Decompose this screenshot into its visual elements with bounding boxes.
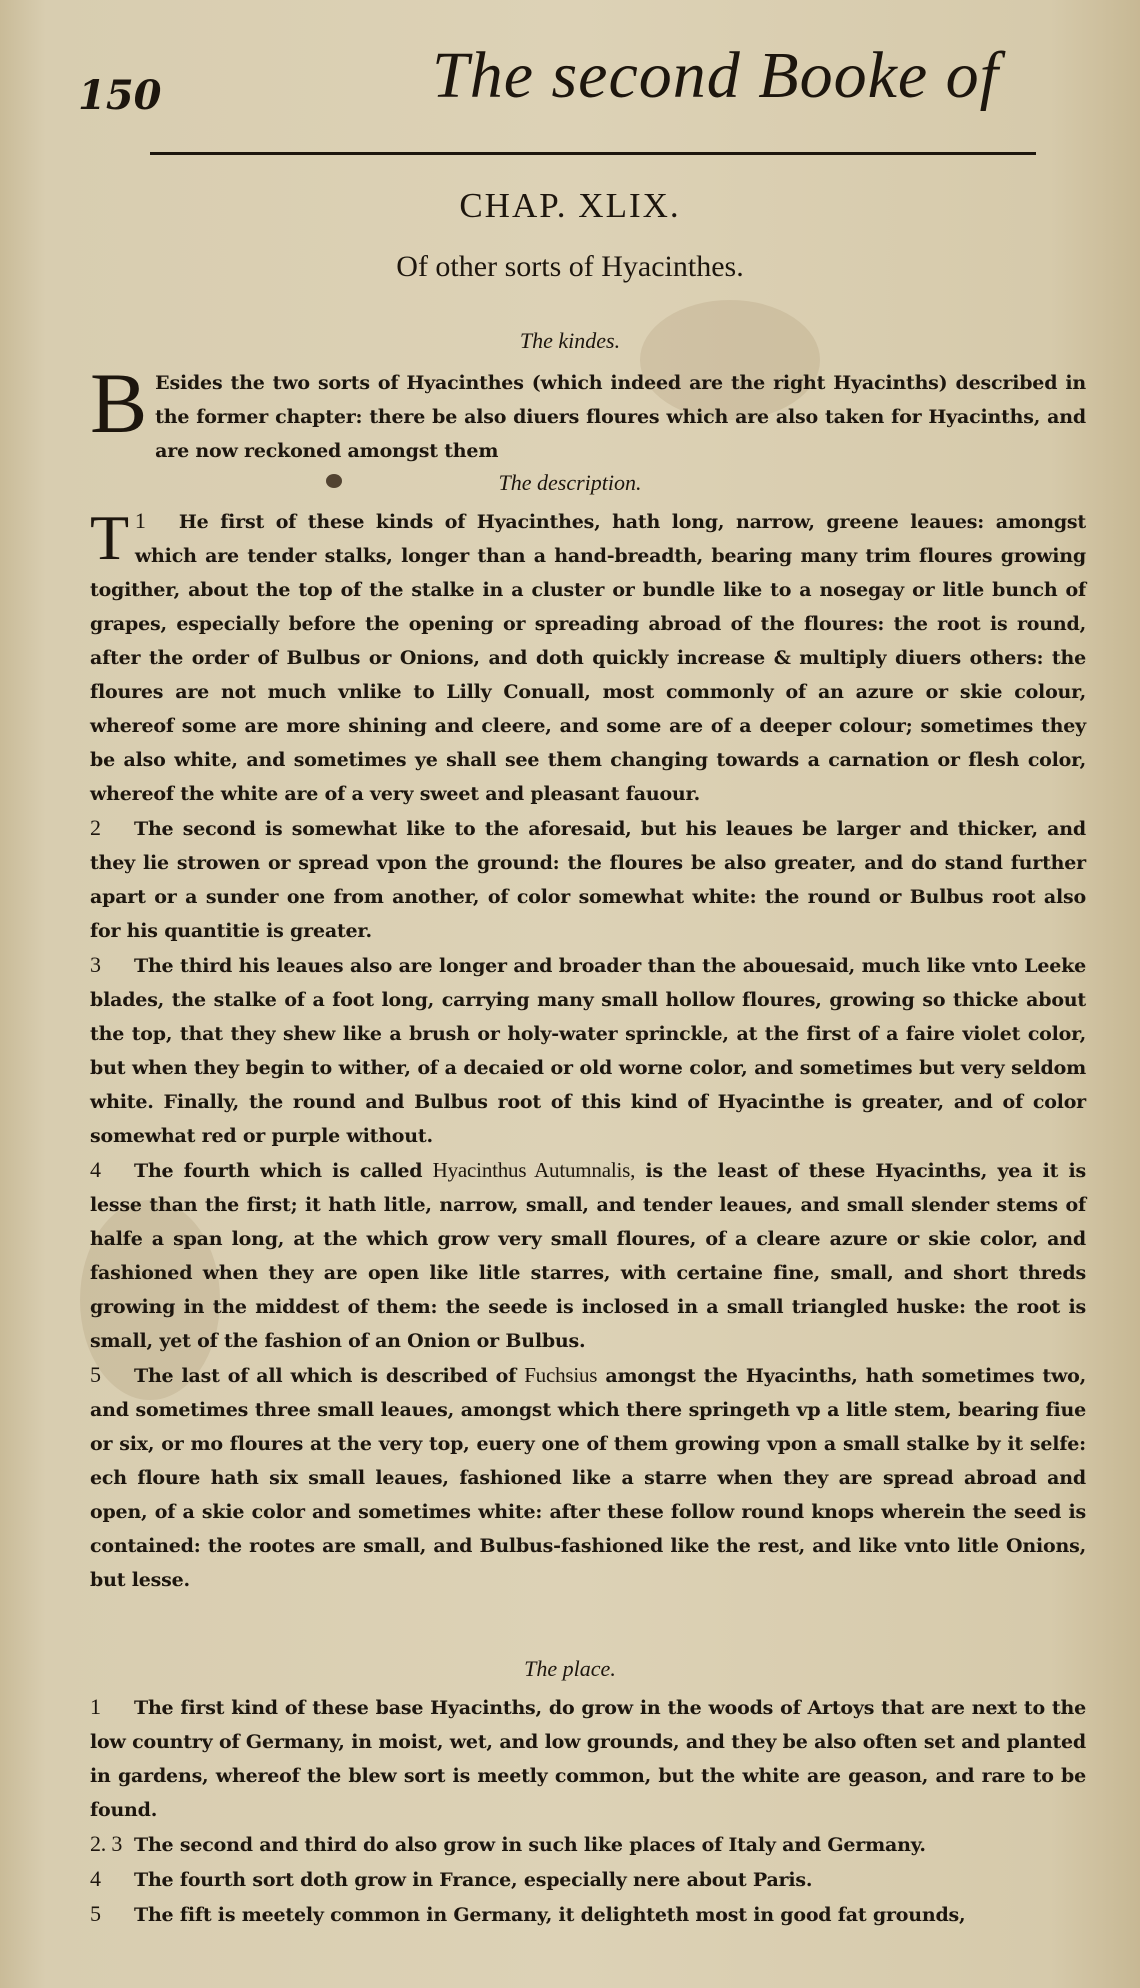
author-name: Fuchsius <box>524 1363 598 1387</box>
drop-cap: B <box>90 355 148 451</box>
item-number: 1 <box>90 1694 101 1719</box>
kindes-paragraph <box>90 355 1086 468</box>
item-text: The first kind of these base Hyacinths, do grow in the woods of Artoys that are next to the low country of Germany, in moist, wet, and low grounds, and they be also often set and planted in gardens, whereof the blew sort is meetly common, but the white are geason, and rare to be found. <box>90 1697 1086 1821</box>
section-heading-place: The place. <box>524 1656 616 1681</box>
item-text: The fourth which is called <box>134 1160 433 1182</box>
section-heading-kindes: The kindes. <box>519 328 621 353</box>
description-item <box>90 811 1086 948</box>
section-heading-description: The description. <box>498 470 642 495</box>
item-number: 4 <box>90 1866 101 1891</box>
description-item <box>90 948 1086 1153</box>
description-item <box>90 1153 1086 1358</box>
item-number: 5 <box>90 1901 101 1926</box>
description-item <box>90 504 1086 811</box>
item-text: The third his leaues also are longer and broader than the abouesaid, much like vnto Leeke blades, the stalke of a foot long, carrying many small hollow floures, growing so thicke about the top, that they shew like a brush or holy-water sprinckle, at the first of a faire violet color, but when they begin to wither, of a decaied or old worne color, and sometimes but very seldom white. Finally, the round and Bulbus root of this kind of Hyacinthe is greater, and of color somewhat red or purple without. <box>90 955 1086 1147</box>
header-rule <box>150 152 1036 155</box>
description-paragraphs <box>90 504 1086 1597</box>
chapter-title: Of other sorts of Hyacinthes. <box>396 250 744 283</box>
place-item <box>90 1827 1086 1862</box>
item-text: The second and third do also grow in such like places of Italy and Germany. <box>134 1834 926 1856</box>
item-text: The fourth sort doth grow in France, especially nere about Paris. <box>134 1869 813 1891</box>
chapter-number: CHAP. XLIX. <box>459 186 681 225</box>
item-number: 3 <box>90 952 101 977</box>
item-number: 1 <box>134 508 146 533</box>
item-number: 5 <box>90 1362 101 1387</box>
item-text: The fift is meetely common in Germany, it delighteth most in good fat grounds, <box>134 1904 966 1926</box>
page-number: 150 <box>78 72 162 119</box>
item-text: is the least of these Hyacinths, yea it is lesse than the first; it hath litle, narrow, small, and tender leaues, and small slender stems of halfe a span long, at the which grow very small floures, of a cleare azure or skie color, and fashioned when they are open like litle starres, with certaine fine, small, and short threds growing in the middest of them: the seede is inclosed in a small triangled huske: the root is small, yet of the fashion of an Onion or Bulbus. <box>90 1160 1086 1352</box>
kindes-text: Esides the two sorts of Hyacinthes (which indeed are the right Hyacinths) described in the former chapter: there be also diuers floures which are also taken for Hyacinths, and are now reckoned amongst them <box>155 372 1086 462</box>
place-paragraphs <box>90 1690 1086 1932</box>
place-item <box>90 1690 1086 1827</box>
item-text: The second is somewhat like to the aforesaid, but his leaues be larger and thicker, and they lie strowen or spread vpon the ground: the floures be also greater, and do stand further apart or a sunder one from another, of color somewhat white: the round or Bulbus root also for his quantitie is greater. <box>90 818 1086 942</box>
description-item <box>90 1358 1086 1597</box>
item-number: 2. 3 <box>90 1831 123 1856</box>
running-title: The second Booke of <box>432 39 1000 112</box>
item-text: He first of these kinds of Hyacinthes, hath long, narrow, greene leaues: amongst which are tender stalks, longer than a hand-breadth, bearing many trim floures growing togither, about the top of the stalke in a cluster or bundle like to a nosegay or litle bunch of grapes, especially before the opening or spreading abroad of the floures: the root is round, after the order of Bulbus or Onions, and doth quickly increase & multiply diuers others: the floures are not much vnlike to Lilly Conuall, most commonly of an azure or skie colour, whereof some are more shining and cleere, and some are of a deeper colour; sometimes they be also white, and sometimes ye shall see them changing towards a carnation or flesh color, whereof the white are of a very sweet and pleasant fauour. <box>90 511 1086 805</box>
item-number: 4 <box>90 1157 101 1182</box>
item-text: amongst the Hyacinths, hath sometimes two, and sometimes three small leaues, amongst which there springeth vp a litle stem, bearing fiue or six, or mo floures at the very top, euery one of them growing vpon a small stalke by it selfe: ech floure hath six small leaues, fashioned like a starre when they are spread abroad and open, of a skie color and sometimes white: after these follow round knops wherein the seed is contained: the rootes are small, and Bulbus-fashioned like the rest, and like vnto litle Onions, but lesse. <box>90 1365 1086 1591</box>
item-number: 2 <box>90 815 101 840</box>
place-item <box>90 1897 1086 1932</box>
drop-cap: T <box>90 502 129 573</box>
running-head <box>0 30 1140 119</box>
place-item <box>90 1862 1086 1897</box>
item-text: The last of all which is described of <box>134 1365 525 1387</box>
latin-name: Hyacinthus Autumnalis, <box>432 1158 636 1182</box>
